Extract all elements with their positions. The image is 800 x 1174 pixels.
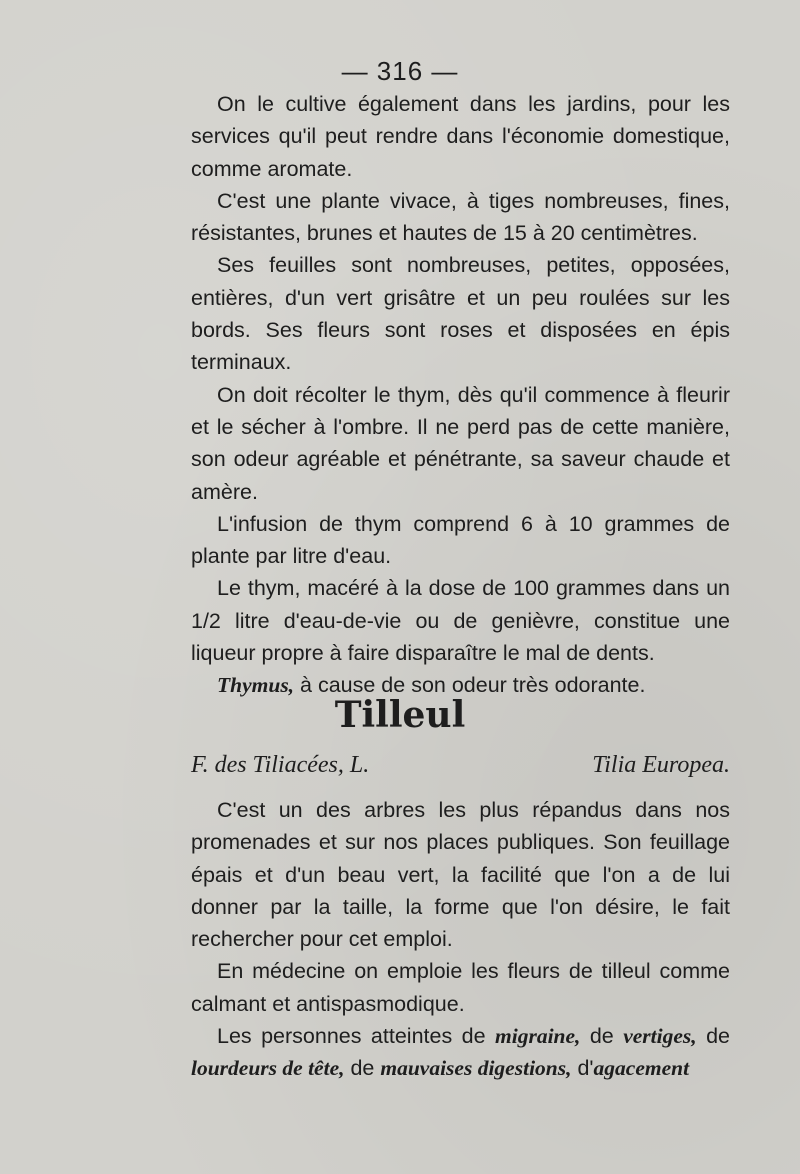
text-block-tilleul	[191, 794, 730, 1085]
italic-term: vertiges,	[623, 1024, 697, 1049]
page-number: — 316 —	[341, 56, 459, 86]
paragraph-last	[191, 1020, 730, 1085]
paragraph: En médecine on emploie les fleurs de tilleul comme calmant et antispasmodique.	[191, 959, 730, 1016]
text-run: d'	[571, 1056, 594, 1081]
text-run: de	[696, 1024, 730, 1049]
italic-term: mauvaises digestions,	[380, 1056, 572, 1081]
paragraph: On le cultive également dans les jardins, pour les services qu'il peut rendre dans l'économie domestique, comme aromate.	[191, 92, 730, 181]
species-name: Tilia Europea.	[592, 752, 730, 778]
text-run: Les personnes atteintes de	[217, 1024, 495, 1049]
paragraph: Ses feuilles sont nombreuses, petites, opposées, entières, d'un vert grisâtre et un peu roulées sur les bords. Ses fleurs sont roses et disposées en épis terminaux.	[191, 253, 730, 375]
section-title: Tilleul	[334, 694, 466, 736]
paragraph: L'infusion de thym comprend 6 à 10 grammes de plante par litre d'eau.	[191, 511, 730, 569]
italic-term: lourdeurs de tête,	[191, 1056, 345, 1081]
paragraph-text: à cause de son odeur très odorante.	[294, 673, 646, 698]
paragraph: On doit récolter le thym, dès qu'il commence à fleurir et le sécher à l'ombre. Il ne perd pas de cette manière, son odeur agréable et pénétrante, sa saveur chaude et amère.	[191, 382, 730, 504]
italic-term: migraine,	[495, 1024, 581, 1049]
paragraph: Le thym, macéré à la dose de 100 grammes dans un 1/2 litre d'eau-de-vie ou de genièvre, constitue une liqueur propre à faire disparaître le mal de dents.	[191, 576, 730, 666]
paragraph: C'est un des arbres les plus répandus dans nos promenades et sur nos places publiques. Son feuillage épais et d'un beau vert, la facilité que l'on a de lui donner par la taille, la forme que l'on désire, le fait rechercher pour cet emploi.	[191, 798, 730, 952]
text-run: de	[580, 1024, 624, 1049]
italic-term: Thymus,	[217, 673, 295, 698]
text-block-thym	[191, 88, 730, 702]
family-name: F. des Tiliacées, L.	[191, 752, 370, 778]
text-run: de	[344, 1056, 381, 1081]
paragraph: C'est une plante vivace, à tiges nombreuses, fines, résistantes, brunes et hautes de 15 à 20 centimètres.	[191, 188, 730, 246]
family-line	[191, 752, 730, 779]
italic-term: agacement	[593, 1056, 690, 1081]
